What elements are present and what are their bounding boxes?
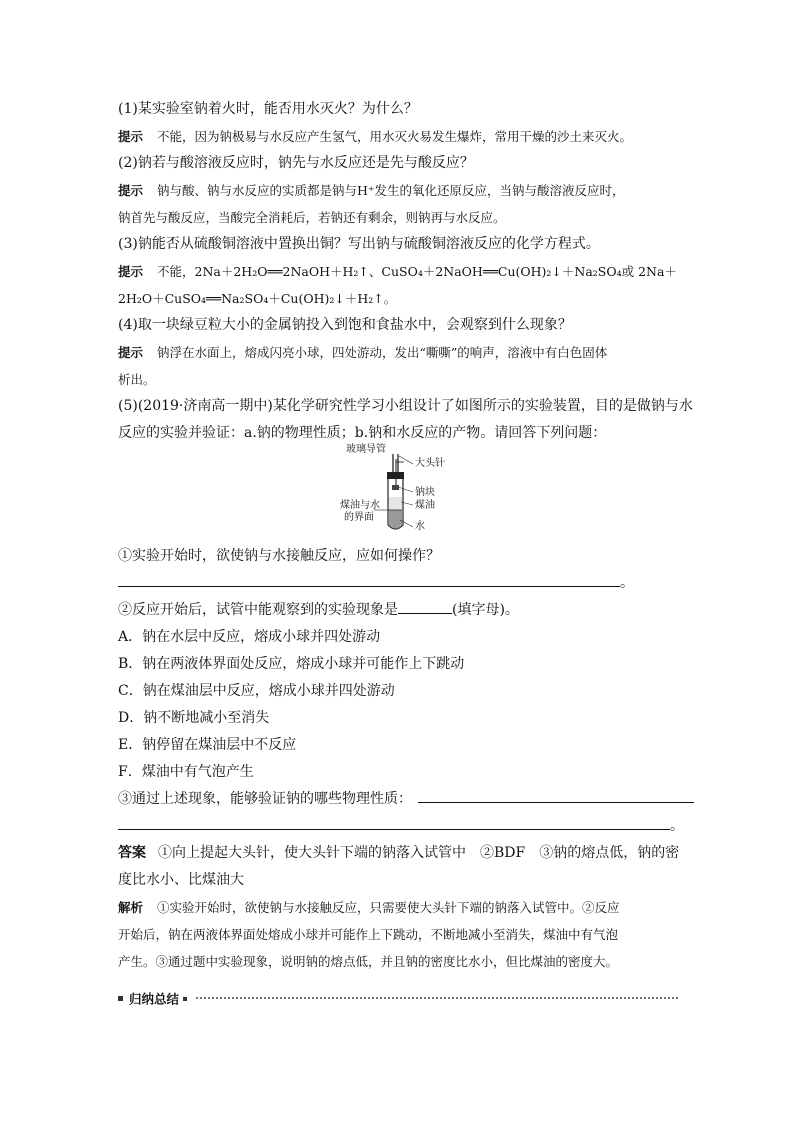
- answer-blank-3[interactable]: [418, 788, 694, 803]
- square-bullet-icon: [183, 997, 187, 1001]
- question-4: (4)取一块绿豆粒大小的金属钠投入到饱和食盐水中，会观察到什么现象？: [118, 317, 572, 333]
- label-interface-1: 煤油与水: [340, 500, 380, 511]
- hint-label: 提示: [118, 183, 144, 198]
- hint-2: [118, 177, 678, 204]
- hint-label: 提示: [118, 129, 144, 144]
- label-pin: 大头针: [415, 458, 445, 469]
- analysis-line-3: 产生。③通过题中实验现象，说明钠的熔点低，并且钠的密度比水小，但比煤油的密度大。: [118, 954, 619, 969]
- label-kerosene: 煤油: [415, 500, 435, 511]
- hint-3-cont: 2H₂O＋CuSO₄══Na₂SO₄＋Cu(OH)₂↓＋H₂↑。: [118, 291, 397, 306]
- summary-title: 归纳总结: [129, 991, 180, 1007]
- period: 。: [670, 818, 684, 834]
- hint-4-cont: 析出。: [118, 372, 156, 387]
- option-b: B．钠在两液体界面处反应，熔成小球并可能作上下跳动: [118, 656, 465, 672]
- hint-3: [118, 258, 678, 285]
- label-interface-2: 的界面: [344, 512, 374, 523]
- option-c: C．钠在煤油层中反应，熔成小球并四处游动: [118, 683, 395, 699]
- answer-blank-2[interactable]: [398, 599, 452, 614]
- hint-2-cont: 钠首先与酸反应，当酸完全消耗后，若钠还有剩余，则钠再与水反应。: [118, 210, 506, 225]
- answer-blank-3-cont[interactable]: [118, 815, 670, 830]
- answer-label: 答案: [118, 845, 146, 861]
- hint-1: [118, 123, 678, 150]
- hint-label: 提示: [118, 345, 144, 360]
- option-d: D．钠不断地减小至消失: [118, 710, 270, 726]
- hint-text: 钠与酸、钠与水反应的实质都是钠与H⁺发生的氧化还原反应，当钠与酸溶液反应时，: [157, 183, 625, 198]
- answer-blank-1[interactable]: [118, 572, 620, 587]
- hint-text: 不能，因为钠极易与水反应产生氢气，用水灭火易发生爆炸，常用干燥的沙土来灭火。: [157, 129, 633, 144]
- answer-blank-3-row: [118, 813, 684, 840]
- question-1: (1)某实验室钠着火时，能否用水灭火？为什么？: [118, 101, 418, 117]
- hint-text: 不能，2Na＋2H₂O══2NaOH＋H₂↑、CuSO₄＋2NaOH══Cu(OH)₂↓＋Na₂SO₄或 2Na＋: [157, 264, 677, 279]
- question-2: (2)钠若与酸溶液反应时，钠先与水反应还是先与酸反应？: [118, 155, 474, 171]
- hint-label: 提示: [118, 264, 144, 279]
- analysis-line-1: [118, 894, 678, 921]
- label-water: 水: [415, 521, 425, 532]
- analysis-label: 解析: [118, 900, 144, 915]
- label-glass-tube: 玻璃导管: [346, 444, 386, 455]
- analysis-text: ①实验开始时，欲使钠与水接触反应，只需要使大头针下端的钠落入试管中。②反应: [157, 900, 620, 915]
- sub-question-2-suffix: (填字母)。: [452, 602, 519, 618]
- question-5-intro-cont: 反应的实验并验证：a.钠的物理性质；b.钠和水反应的产物。请回答下列问题：: [118, 425, 607, 441]
- answer-blank-1-row: [118, 570, 678, 597]
- label-sodium: 钠块: [415, 487, 435, 498]
- square-bullet-icon: [118, 996, 123, 1001]
- sub-question-2: [118, 597, 678, 624]
- sub-question-2-text: ②反应开始后，试管中能观察到的实验现象是: [118, 602, 398, 618]
- answer-line-1: [118, 840, 678, 867]
- question-3: (3)钠能否从硫酸铜溶液中置换出铜？写出钠与硫酸铜溶液反应的化学方程式。: [118, 236, 600, 252]
- question-5-intro: (5)(2019·济南高一期中)某化学研究性学习小组设计了如图所示的实验装置，目的是做钠与水: [118, 398, 693, 414]
- sub-question-3-text: ③通过上述现象，能够验证钠的哪些物理性质：: [118, 791, 412, 807]
- hint-text: 钠浮在水面上，熔成闪亮小球，四处游动，发出“嘶嘶”的响声，溶液中有白色固体: [157, 345, 608, 360]
- answer-text: ①向上提起大头针，使大头针下端的钠落入试管中 ②BDF ③钠的熔点低，钠的密: [158, 845, 680, 861]
- option-a: A．钠在水层中反应，熔成小球并四处游动: [118, 629, 381, 645]
- period: 。: [620, 575, 634, 591]
- sub-question-3: [118, 786, 678, 813]
- option-f: F．煤油中有气泡产生: [118, 764, 254, 780]
- option-e: E．钠停留在煤油层中不反应: [118, 737, 297, 753]
- document-body: [118, 96, 693, 975]
- analysis-line-2: 开始后，钠在两液体界面处熔成小球并可能作上下跳动，不断地减小至消失，煤油中有气泡: [118, 927, 619, 942]
- sub-question-1: ①实验开始时，欲使钠与水接触反应，应如何操作？: [118, 548, 440, 564]
- hint-4: [118, 339, 678, 366]
- apparatus-figure: [340, 444, 500, 543]
- dotted-divider: [196, 997, 678, 999]
- summary-header: [118, 988, 678, 1006]
- answer-line-2: 度比水小、比煤油大: [118, 872, 244, 888]
